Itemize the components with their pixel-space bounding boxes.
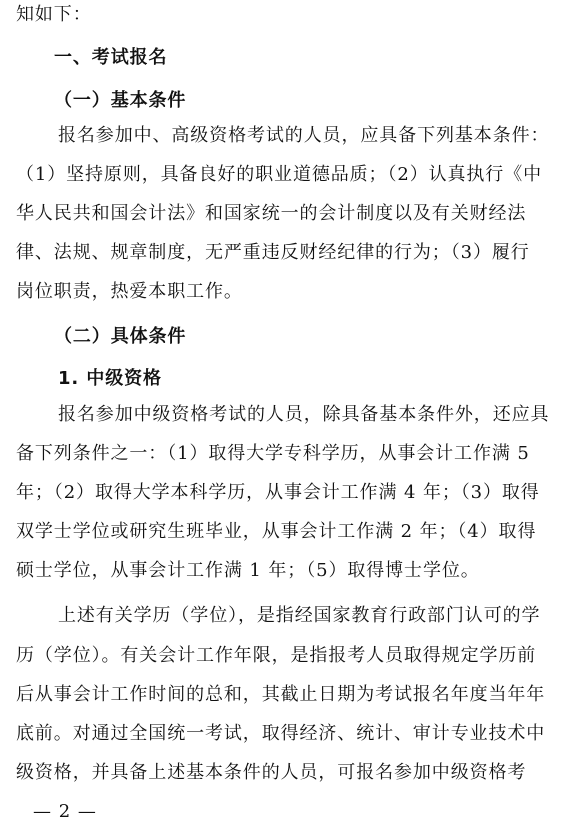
paragraph-basic-conditions-line-3: 华人民共和国会计法》和国家统一的会计制度以及有关财经法 [16, 203, 527, 224]
text-line-intro-end: 知如下： [16, 4, 92, 25]
paragraph-education-line-2: 历（学位）。有关会计工作年限，是指报考人员取得规定学历前 [16, 645, 537, 666]
paragraph-education-line-4: 底前。对通过全国统一考试，取得经济、统计、审计专业技术中 [16, 723, 546, 744]
paragraph-intermediate-line-4: 双学士学位或研究生班毕业，从事会计工作满 2 年；（4）取得 [16, 521, 537, 542]
paragraph-basic-conditions-line-5: 岗位职责，热爱本职工作。 [16, 281, 243, 302]
section-heading-exam-registration: 一、考试报名 [54, 47, 168, 68]
paragraph-intermediate-line-3: 年；（2）取得大学本科学历，从事会计工作满 4 年；（3）取得 [16, 482, 540, 503]
paragraph-education-line-5: 级资格，并具备上述基本条件的人员，可报名参加中级资格考 [16, 762, 527, 783]
paragraph-intermediate-line-1: 报名参加中级资格考试的人员，除具备基本条件外，还应具 [58, 404, 550, 425]
paragraph-intermediate-line-2: 备下列条件之一：（1）取得大学专科学历，从事会计工作满 5 [16, 443, 530, 464]
subsection-heading-intermediate-qualification: 1. 中级资格 [58, 368, 162, 389]
paragraph-intermediate-line-5: 硕士学位，从事会计工作满 1 年；（5）取得博士学位。 [16, 560, 480, 581]
subsection-heading-specific-conditions: （二）具体条件 [54, 326, 187, 347]
page-number: — 2 — [33, 801, 97, 822]
subsection-heading-basic-conditions: （一）基本条件 [54, 90, 187, 111]
paragraph-basic-conditions-line-4: 律、法规、规章制度，无严重违反财经纪律的行为；（3）履行 [16, 242, 530, 263]
paragraph-education-line-3: 后从事会计工作时间的总和，其截止日期为考试报名年度当年年 [16, 684, 546, 705]
paragraph-basic-conditions-line-1: 报名参加中、高级资格考试的人员，应具备下列基本条件： [58, 125, 550, 146]
paragraph-education-line-1: 上述有关学历（学位），是指经国家教育行政部门认可的学 [58, 605, 541, 626]
paragraph-basic-conditions-line-2: （1）坚持原则，具备良好的职业道德品质；（2）认真执行《中 [16, 164, 543, 185]
